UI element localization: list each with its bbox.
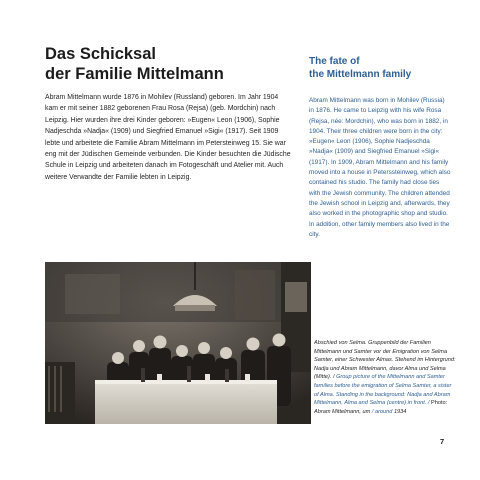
family-group-photo [45, 262, 311, 424]
german-title [45, 44, 224, 84]
english-title-line-1: The fate of [309, 56, 360, 67]
photo-caption-english: Group picture of the Mittelmann and Samter families before the emigration of Selma Samter, a sister of Alma. Standing in the background: Nadja and Abram Mittelmann, Alma and Selma (centre) in front. / [314, 374, 452, 407]
english-body-text: Abram Mittelmann was born in Mohilev (Russia) in 1876. He came to Leipzig with his wife Rosa (Rejsa, née: Mordchin), who was born in 1882, in 1904. Their three children were born in the city: »Eugen« Leon (1906), Sophie Nadjeschda »Nadja« (1909) and Siegfried Emanuel »Sigi« (1917). In 1909, Abram Mittelmann and his family moved into a house in Peterssteinweg, which also contained his studio. The family had close ties with the Jewish community. The children attended the Jewish school in Leipzig and, afterwards, they also worked in the photographic shop and studio. In addition, other family members also lived in the city. [309, 97, 451, 238]
photo-caption [314, 339, 456, 416]
german-title-line-1: Das Schicksal [45, 45, 156, 63]
photo-credit-separator: / [371, 408, 374, 415]
photo-credit-name: Abram Mittelmann, um [314, 408, 371, 415]
english-title-line-2: the Mittelmann family [309, 69, 412, 80]
photo-caption-german: Abschied von Selma. Gruppenbild der Familien Mittelmann und Samter vor der Emigration von Selma Samter, einer Schwester Almas. Stehend im Hintergrund: Nadja und Abram Mittelmann, davor Alma und Selma (Mitte). / [314, 340, 456, 381]
english-title [309, 55, 411, 81]
photo-credit-english: around [374, 408, 393, 415]
german-title-line-2: der Familie Mittelmann [45, 65, 224, 83]
page-number: 7 [440, 437, 445, 446]
family-group-photo-illustration [45, 262, 311, 424]
photo-credit-year: 1934 [393, 408, 407, 415]
german-body-text: Abram Mittelmann wurde 1876 in Mohilev (Russland) geboren. Im Jahr 1904 kam er mit seiner 1882 geborenen Frau Rosa (Rejsa) (geb. Mordchin) nach Leipzig. Hier wurden ihre drei Kinder geboren: »Eugen« Leon (1906), Sophie Nadjeschda »Nadja« (1909) und Siegfried Emanuel »Sigi« (1917). Seit 1909 lebte und arbeitete die Familie Abram Mittelmann im Petersteinweg 15. Sie war eng mit der Jüdischen Gemeinde verbunden. Die Kinder besuchten die Jüdische Schule in Leipzig und arbeiteten danach im Fotogeschäft und Atelier mit. Auch weitere Verwandte der Familie lebten in Leipzig. [45, 94, 291, 181]
photo-credit-label: Photo: [431, 400, 448, 407]
